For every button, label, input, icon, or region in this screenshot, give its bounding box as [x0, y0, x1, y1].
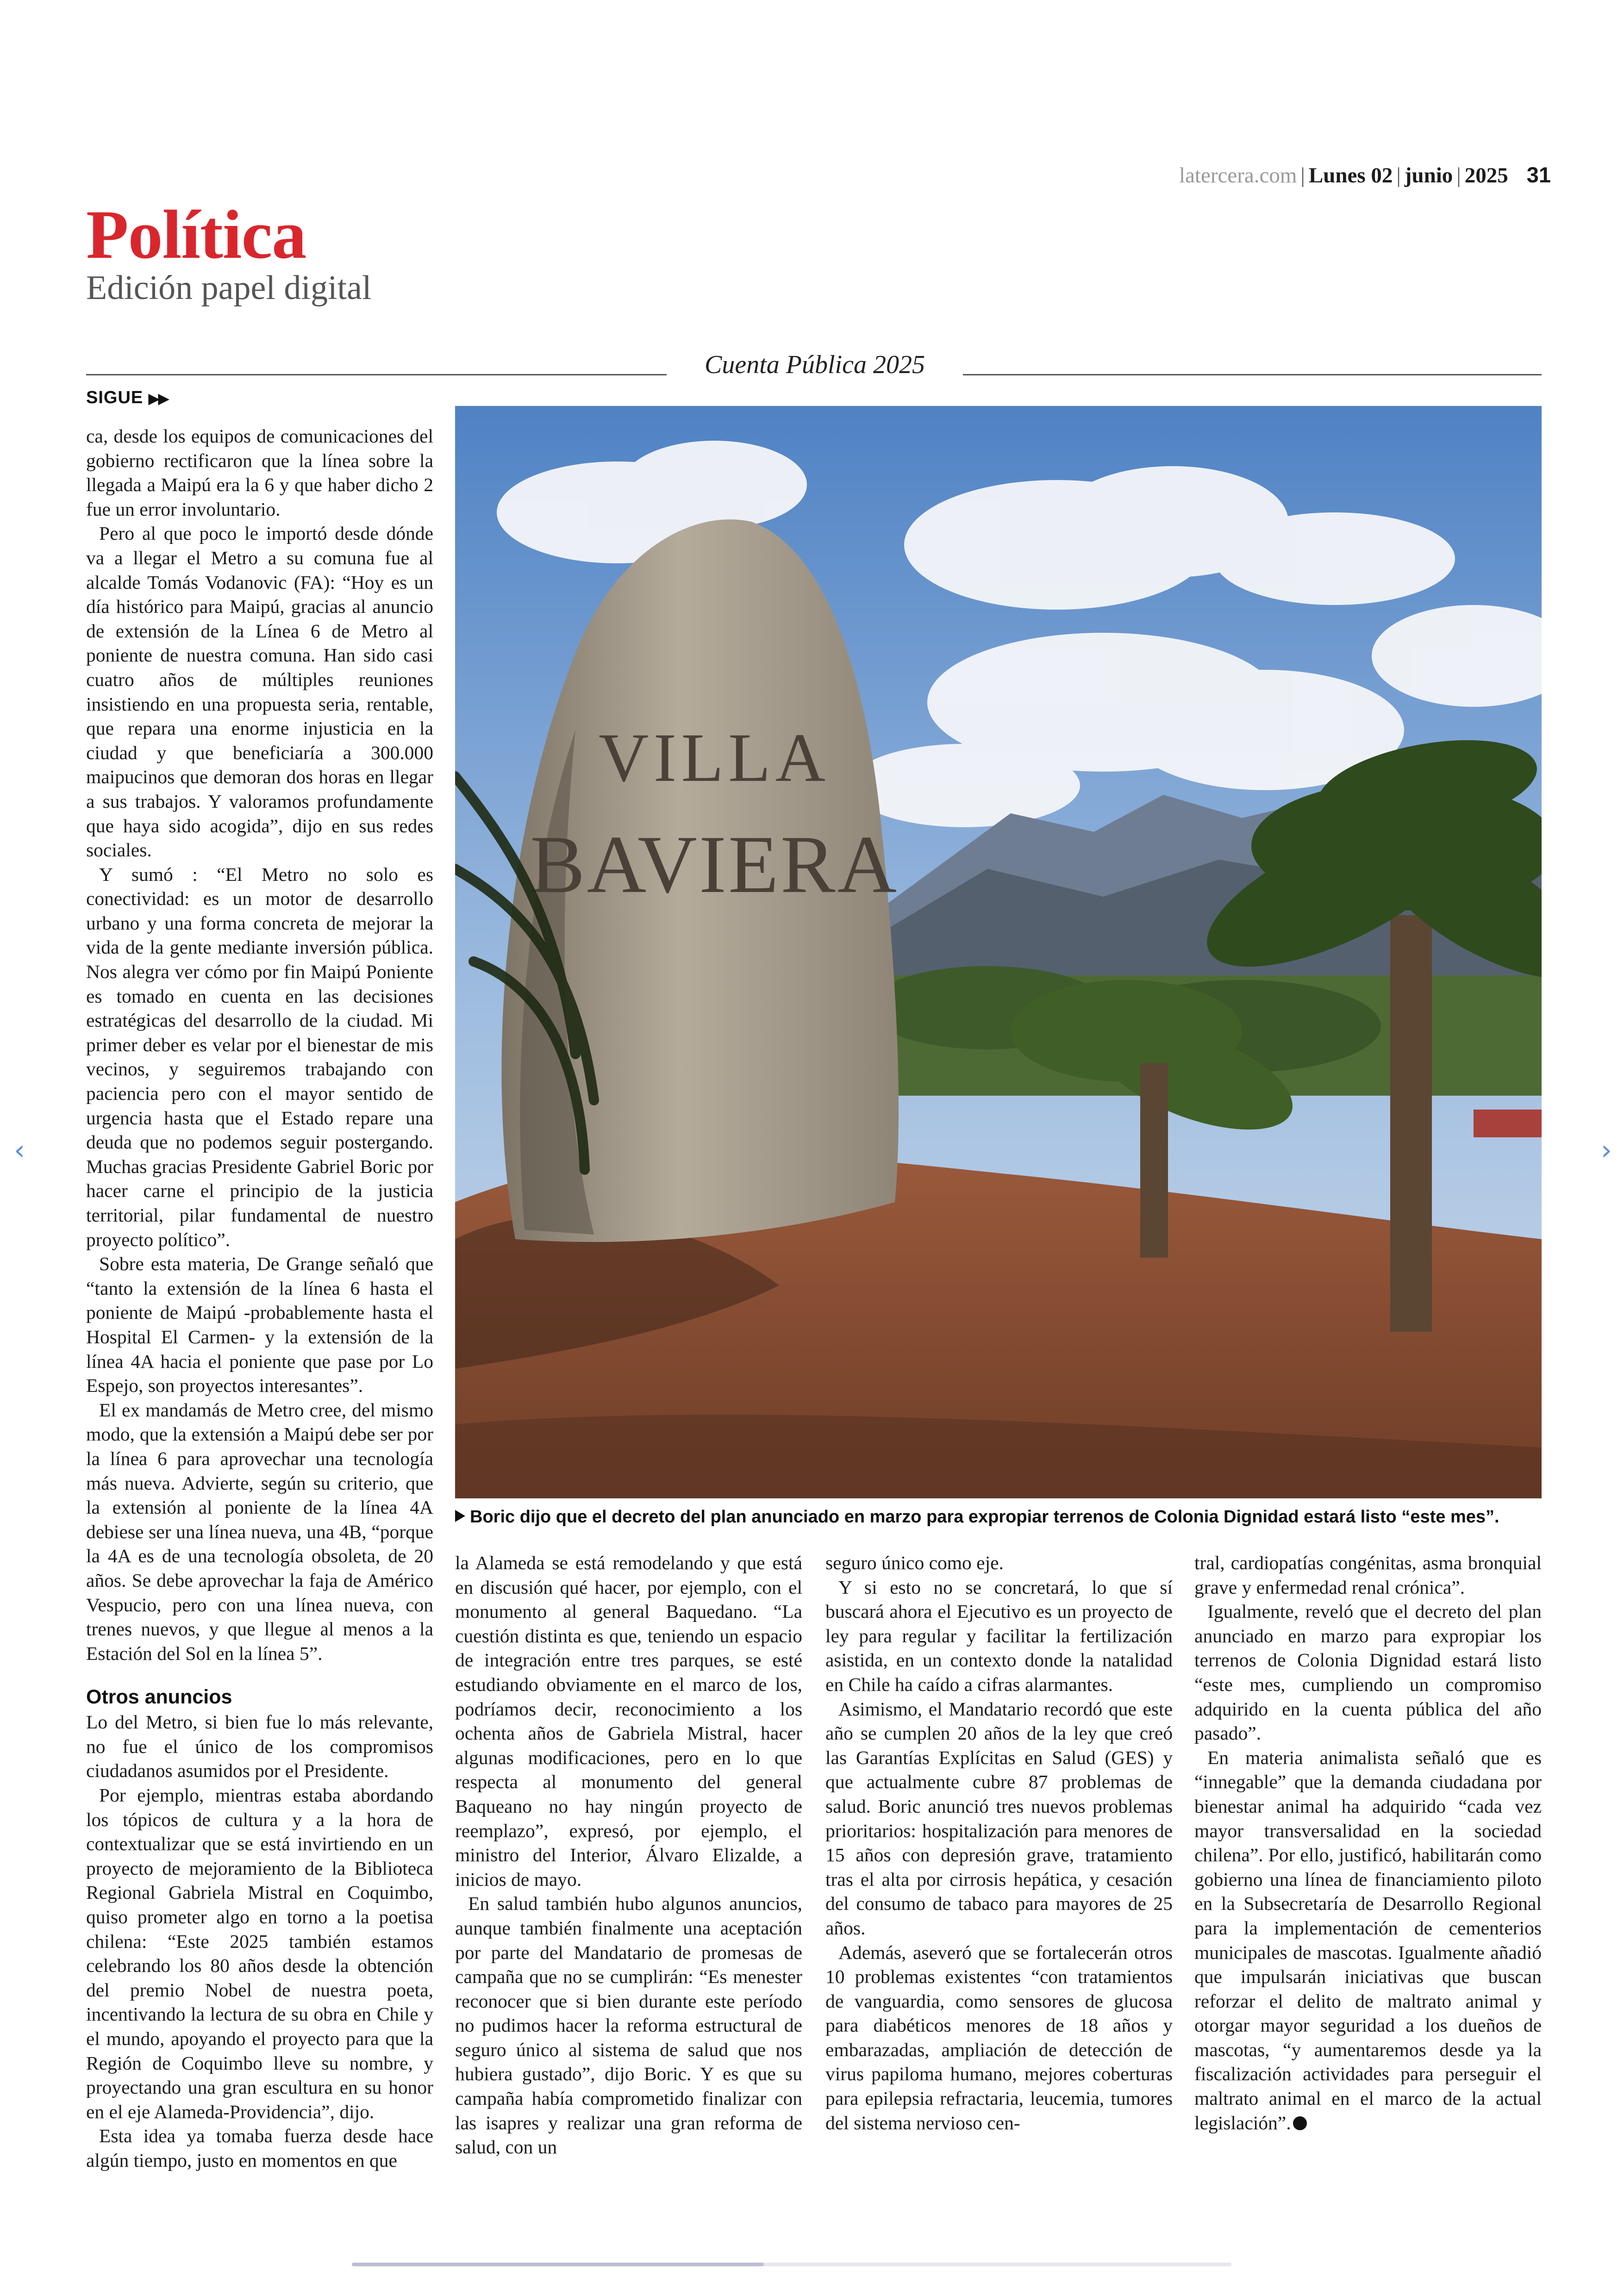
- paragraph: ca, desde los equipos de comunicaciones del gobierno rectificaron que la línea sobre la llegada a Maipú era la 6 y que haber dicho 2 fue un error involuntario.: [86, 425, 433, 520]
- caption-arrow-icon: [455, 1510, 465, 1522]
- article-column-3: [825, 1551, 1173, 2135]
- sign-text-line2: BAVIERA: [530, 818, 899, 910]
- page-number: 31: [1526, 162, 1551, 187]
- end-of-article-icon: [1293, 2116, 1307, 2130]
- chevron-right-icon: ›: [1601, 1134, 1612, 1166]
- paragraph: Sobre esta materia, De Grange señaló que “tanto la extensión de la línea 6 hasta el poniente de Maipú -probablemente hasta el Hospital El Carmen- y la extensión de la línea 4A hacia el poniente que pase por Lo Espejo, son proyectos interesantes”.: [86, 1253, 433, 1397]
- paragraph: Y sumó : “El Metro no solo es conectividad: es un motor de desarrollo urbano y una forma concreta de mejorar la vida de la gente mediante inversión pública. Nos alegra ver cómo por fin Maipú Poniente es tomado en cuenta en las decisiones estratégicas del desarrollo de la ciudad. Mi primer deber es velar por el bienestar de mis vecinos, y seguiremos trabajando con paciencia pero con el mayor sentido de urgencia hasta que el Estado repare una deuda que no podemos seguir postergando. Muchas gracias Presidente Gabriel Boric por hacer carne el principio de la justicia territorial, pilar fundamental de nuestro proyecto político”.: [86, 863, 433, 1250]
- article-column-4: [1194, 1551, 1542, 2135]
- edition-label: Edición papel digital: [86, 269, 372, 307]
- rubric-rule-left: [86, 374, 667, 375]
- double-arrow-icon: ▶▶: [148, 391, 168, 406]
- paragraph: Esta idea ya tomaba fuerza desde hace algún tiempo, justo en momentos en que: [86, 2125, 433, 2171]
- page-header-meta: latercera.com | Lunes 02 | junio | 2025 31: [1179, 162, 1551, 187]
- rubric-rule-right: [963, 374, 1542, 375]
- paragraph: Además, aseveró que se fortalecerán otros 10 problemas existentes “con tratamientos de vanguardia, como sensores de glucosa para diabéticos menores de 18 años y embarazadas, ampliación de detección de virus papiloma humano, mejores coberturas para epilepsia refractaria, leucemia, tumores del sistema nervioso cen-: [825, 1941, 1173, 2133]
- section-title: Política: [86, 196, 306, 273]
- paragraph: la Alameda se está remodelando y que está en discusión qué hacer, por ejemplo, con el monumento al general Baquedano. “La cuestión distinta es que, teniendo un espacio de integración entre tres parques, se esté estudiando obviamente en el marco de los, podríamos decir, reconocimiento a los ochenta años de Gabriela Mistral, hacer algunas modificaciones, pero en lo que respecta al monumento del general Baqueano no hay ningún proyecto de reemplazo”, expresó, por ejemplo, el ministro del Interior, Álvaro Elizalde, a inicios de mayo.: [455, 1552, 802, 1890]
- paragraph: Por ejemplo, mientras estaba abordando los tópicos de cultura y a la hora de contextualizar que se está invirtiendo en un proyecto de mejoramiento de la Biblioteca Regional Gabriela Mistral en Coquimbo, quiso prometer algo en torno a la poetisa chilena: “Este 2025 también estamos celebrando los 80 años desde la obtención del premio Nobel de nuestra poeta, incentivando la lectura de su obra en Chile y el mundo, apoyando el proyecto para que la Región de Coquimbo lleve su nombre, y proyectando una gran escultura en su honor en el eje Alameda-Providencia”, dijo.: [86, 1784, 433, 2122]
- paragraph: El ex mandamás de Metro cree, del mismo modo, que la extensión a Maipú debe ser por la línea 6 para aprovechar una tecnología más nueva. Advierte, según su criterio, que la extensión al poniente de la línea 4A debiese ser una línea nueva, una 4B, “porque la 4A es de una tecnología obsoleta, de 20 años. Se debe aprovechar la faja de Américo Vespucio, pero con una línea nueva, con trenes nuevos, y que llegue al menos a la Estación del Sol en la línea 5”.: [86, 1399, 433, 1664]
- scrollbar-thumb[interactable]: [352, 2263, 764, 2266]
- header-month: junio: [1404, 163, 1453, 187]
- villa-baviera-photo: [455, 406, 1542, 1498]
- paragraph: En materia animalista señaló que es “innegable” que la demanda ciudadana por bienestar animal ha adquirido “cada vez mayor transversalidad en la sociedad chilena”. Por ello, justificó, habilitarán como gobierno una línea de financiamiento piloto en la Subsecretaría de Desarrollo Regional para la implementación de cementerios municipales de mascotas. Igualmente añadió que impulsarán iniciativas que buscan reforzar el delito de maltrato animal y otorgar mayor seguridad a los dueños de mascotas, “y aumentaremos desde ya la fiscalización actividades para perseguir el maltrato animal en el marco de la actual legislación”.: [1194, 1746, 1542, 2133]
- site-name: latercera.com: [1179, 163, 1297, 187]
- paragraph: Lo del Metro, si bien fue lo más relevante, no fue el único de los compromisos ciudadanos asumidos por el Presidente.: [86, 1711, 433, 1782]
- prev-page-button[interactable]: [6, 1136, 33, 1164]
- paragraph: En salud también hubo algunos anuncios, aunque también finalmente una aceptación por parte del Mandatario de promesas de campaña que no se cumplirán: “Es menester reconocer que si bien durante este período no pudimos hacer la reforma estructural de seguro único al sistema de salud que nos hubiera gustado”, dijo Boric. Y es que su campaña había comprometido finalizar con las isapres y realizar una gran reforma de salud, con un: [455, 1893, 802, 2158]
- chevron-left-icon: ‹: [14, 1134, 25, 1166]
- sigue-label: SIGUE ▶▶: [86, 388, 168, 407]
- paragraph: Pero al que poco le importó desde dónde va a llegar el Metro a su comuna fue al alcalde Tomás Vodanovic (FA): “Hoy es un día histórico para Maipú, gracias al anuncio de extensión de la Línea 6 de Metro al poniente de nuestra comuna. Han sido casi cuatro años de múltiples reuniones insistiendo en una propuesta seria, rentable, que repara una enorme injusticia en la ciudad y que beneficiaría a 300.000 maipucinos que demoran dos horas en llegar a sus trabajos. Y valoramos profundamente que haya sido acogida”, dijo en sus redes sociales.: [86, 523, 433, 861]
- paragraph: Igualmente, reveló que el decreto del plan anunciado en marzo para expropiar los terrenos de Colonia Dignidad estará listo “este mes, cumpliendo un compromiso adquirido en la cuenta pública del año pasado”.: [1194, 1601, 1542, 1744]
- header-day: Lunes 02: [1308, 163, 1393, 187]
- paragraph: seguro único como eje.: [825, 1552, 1004, 1573]
- sign-text-line1: VILLA: [599, 719, 830, 796]
- article-column-1: [86, 424, 433, 2173]
- paragraph: Y si esto no se concretará, lo que sí buscará ahora el Ejecutivo es un proyecto de ley para regular y facilitar la fertilización asistida, en un contexto donde la natalidad en Chile ha caído a cifras alarmantes.: [825, 1576, 1173, 1695]
- photo-caption: Boric dijo que el decreto del plan anunciado en marzo para expropiar terrenos de Colonia Dignidad estará listo “este mes”.: [455, 1505, 1542, 1528]
- article-column-2: [455, 1551, 802, 2159]
- paragraph: tral, cardiopatías congénitas, asma bronquial grave y enfermedad renal crónica”.: [1194, 1552, 1542, 1598]
- article-photo: [455, 406, 1542, 1498]
- subheading: Otros anuncios: [86, 1686, 232, 1709]
- rubric-title: Cuenta Pública 2025: [705, 350, 925, 379]
- header-year: 2025: [1464, 163, 1508, 187]
- paragraph: Asimismo, el Mandatario recordó que este año se cumplen 20 años de la ley que creó las Garantías Explícitas en Salud (GES) y que actualmente cubre 87 problemas de salud. Boric anunció tres nuevos problemas prioritarios: hospitalización para menores de 15 años con depresión grave, tratamiento tras el alta por cirrosis hepática, y cesación del consumo de tabaco para mayores de 25 años.: [825, 1698, 1173, 1939]
- next-page-button[interactable]: [1593, 1136, 1620, 1164]
